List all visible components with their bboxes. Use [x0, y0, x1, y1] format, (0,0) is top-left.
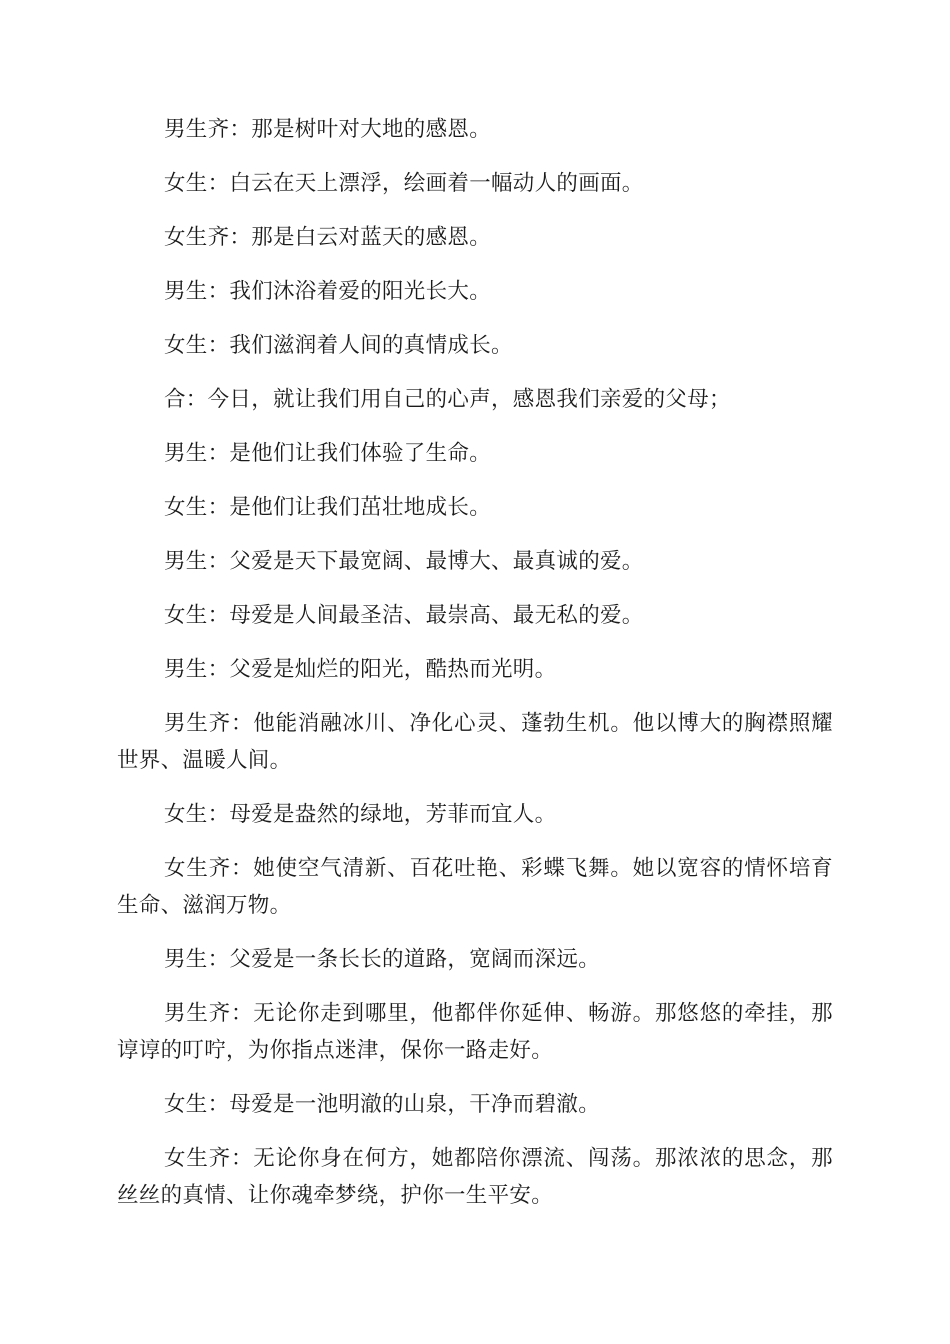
- paragraph: 男生：我们沐浴着爱的阳光长大。: [164, 279, 492, 304]
- paragraph: 男生齐：那是树叶对大地的感恩。: [164, 117, 492, 142]
- paragraph: 男生：父爱是天下最宽阔、最博大、最真诚的爱。: [164, 549, 644, 574]
- paragraph: 男生齐：无论你走到哪里，他都伴你延伸、畅游。那悠悠的牵挂，那谆谆的叮咛，为你指点迷津，保你一路走好。: [117, 1001, 833, 1063]
- document-body: [117, 111, 833, 1231]
- paragraph: 男生：父爱是灿烂的阳光，酷热而光明。: [164, 657, 557, 682]
- paragraph: 女生齐：无论你身在何方，她都陪你漂流、闯荡。那浓浓的思念，那丝丝的真情、让你魂牵梦绕，护你一生平安。: [117, 1146, 833, 1208]
- paragraph: 女生齐：她使空气清新、百花吐艳、彩蝶飞舞。她以宽容的情怀培育生命、滋润万物。: [117, 856, 833, 918]
- paragraph: 男生：是他们让我们体验了生命。: [164, 441, 492, 466]
- paragraph: 女生：是他们让我们茁壮地成长。: [164, 495, 492, 520]
- paragraph: 男生：父爱是一条长长的道路，宽阔而深远。: [164, 947, 601, 972]
- paragraph: 女生齐：那是白云对蓝天的感恩。: [164, 225, 492, 250]
- paragraph: 男生齐：他能消融冰川、净化心灵、蓬勃生机。他以博大的胸襟照耀世界、温暖人间。: [117, 711, 833, 773]
- paragraph: 合：今日，就让我们用自己的心声，感恩我们亲爱的父母；: [164, 387, 731, 412]
- paragraph: 女生：我们滋润着人间的真情成长。: [164, 333, 513, 358]
- paragraph: 女生：母爱是一池明澈的山泉，干净而碧澈。: [164, 1092, 601, 1117]
- paragraph: 女生：母爱是盎然的绿地，芳菲而宜人。: [164, 802, 557, 827]
- paragraph: 女生：母爱是人间最圣洁、最崇高、最无私的爱。: [164, 603, 644, 628]
- paragraph: 女生：白云在天上漂浮，绘画着一幅动人的画面。: [164, 171, 644, 196]
